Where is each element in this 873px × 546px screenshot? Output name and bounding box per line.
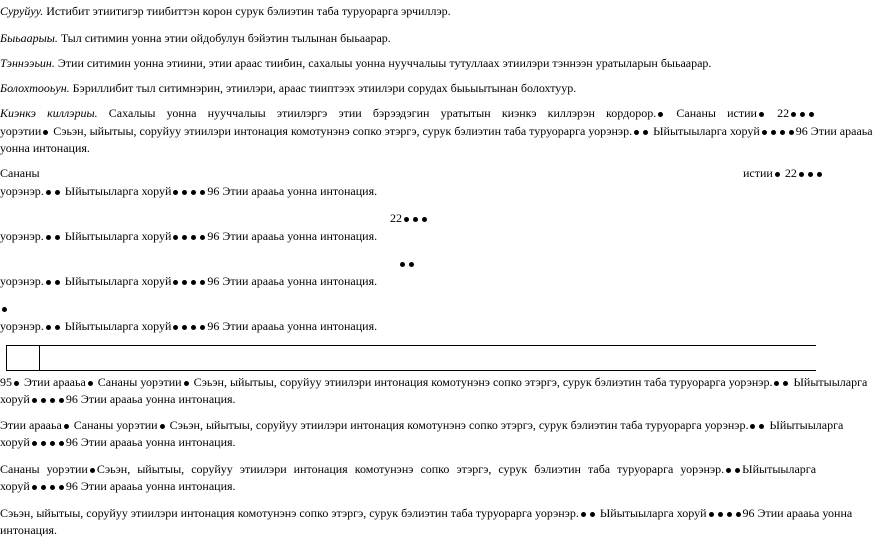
block-4-line2: интонация. [0,523,58,537]
repeat-line-2: уорэнэр. Ыйытыыларга хоруй 96 Этии арааьа уонна интонация. [0,229,378,243]
block-95-line1: 95 Этии арааьа Сананы уорэтии Сэьэн, ыйытыы, соруйуу этиилэри интонация комотунэнэ сопко этэргэ, сурук бэлиэтин таба туруорарга уорэнэр. Ыйытыыларга [0,375,868,389]
paragraph-extension-line3: уонна интонация. [0,141,90,155]
sanany-right: истии 22 [743,165,824,182]
block-95-line2: хоруй 96 Этии арааьа уонна интонация. [0,392,236,406]
block-2-line1: Этии арааьа Сананы уорэтии Сэьэн, ыйытыы, соруйуу этиилэри интонация комотунэнэ сопко этэргэ, сурук бэлиэтин таба туруорарга уорэнэр. Ыйытыыларга [0,418,844,432]
block-3-line1: Сананы уорэтии Сэьэн, ыйытыы, соруйуу этиилэри интонация комотунэнэ сопко этэргэ, сурук бэлиэтин таба туруорарга уорэнэр. Ыйытыыларга [0,462,817,476]
term: Суруйуу. [0,4,44,18]
bullet-dot [791,112,796,117]
paragraph-extension-line2: уорэтии Сэьэн, ыйытыы, соруйуу этиилэри интонация комотунэнэ сопко этэргэ, сурук бэлиэтин таба туруорарга уорэнэр. Ыйытыыларга хоруй 96 Этии арааьа [0,124,873,138]
text: Этии ситимин уонна этиини, этии араас тиибин, сахалыы уонна нууччалыы тутуллаах этиилэри тэннээн уратыларын быьаарар. [57,56,712,70]
text: Истибит этиитигэр тиибиттэн корон сурук бэлиэтин таба туруорарга эрчиллэр. [46,4,451,18]
term: Болохтооьун. [0,81,70,95]
repeat-line-1: уорэнэр. Ыйытыыларга хоруй 96 Этии арааьа уонна интонация. [0,184,378,198]
term: Быьаарыы. [0,31,58,45]
dot-single [0,300,9,317]
table-cell [7,346,40,370]
bullet-dot [658,112,663,117]
paragraph-extension-line1: Киэнкэ киллэриы. Сахалыы уонна нууччалыы этиилэргэ этии бэрээдэгин уратытын киэнкэ киллэрэн кордорор. Сананы истии 22 [0,105,816,122]
number-22: 22 [390,210,429,227]
text: Тыл ситимин уонна этии ойдобулун бэйэтин тылынан быьаарар. [60,31,391,45]
dots-pair [398,255,416,272]
term: Киэнкэ киллэриы. [0,106,98,120]
block-2-line2: хоруй 96 Этии арааьа уонна интонация. [0,435,236,449]
sanany-left: Сананы [0,166,40,180]
block-4-line1: Сэьэн, ыйытыы, соруйуу этиилэри интонация комотунэнэ сопко этэргэ, сурук бэлиэтин таба туруорарга уорэнэр. Ыйытыыларга хоруй 96 Этии арааьа уонна [0,506,853,520]
bullet-dot [809,112,814,117]
paragraph-goal [0,3,451,20]
bullet-dot [800,112,805,117]
paragraph-explanation [0,30,391,47]
repeat-line-4: уорэнэр. Ыйытыыларга хоруй 96 Этии арааьа уонна интонация. [0,319,378,333]
term: Тэннээьин. [0,56,55,70]
paragraph-comparison [0,55,711,72]
paragraph-grouping [0,80,576,97]
empty-table [6,345,816,371]
bullet-dot [759,112,764,117]
text: Бэриллибит тыл ситимнэрин, этиилэри, араас тииптээх этиилэри сорудах быьыытынан болохтуур. [72,81,577,95]
block-3-line2: хоруй 96 Этии арааьа уонна интонация. [0,479,236,493]
repeat-line-3: уорэнэр. Ыйытыыларга хоруй 96 Этии арааьа уонна интонация. [0,274,378,288]
